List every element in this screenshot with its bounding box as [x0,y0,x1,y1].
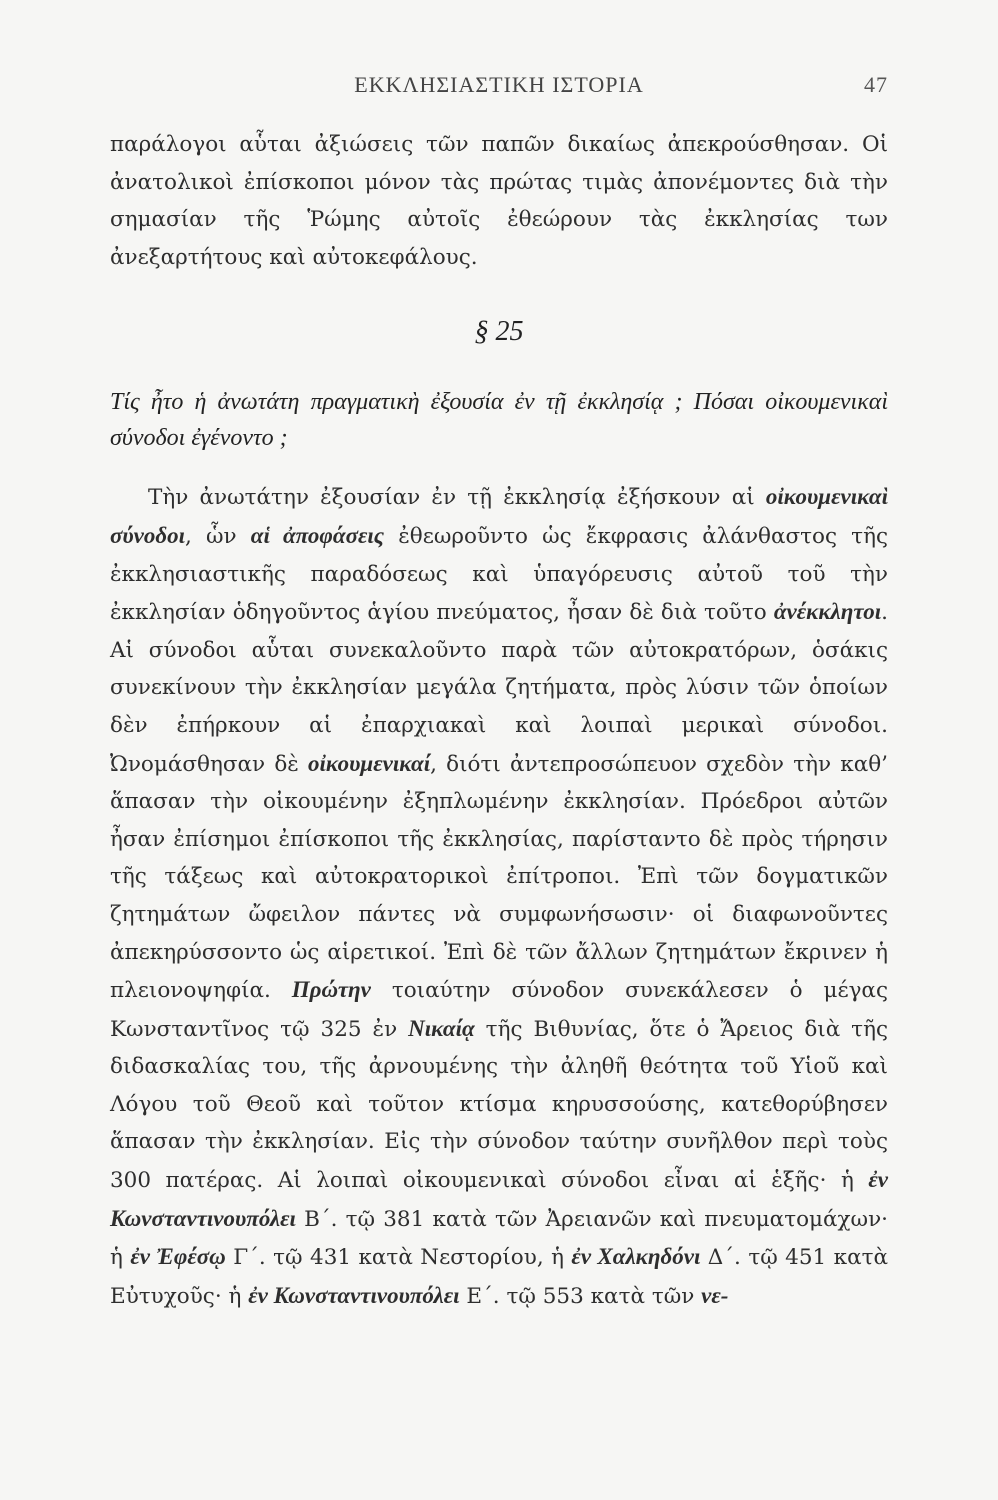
emphasis-term: ἀνέκκλητοι [773,599,882,625]
body-text-run: , ὧν [185,523,251,549]
body-paragraph [110,478,888,1315]
body-text-run: Γ΄. τῷ 431 κατὰ Νεστορίου, ἡ [225,1245,572,1271]
body-text-run: Τὴν ἀνωτάτην ἐξουσίαν ἐν τῇ ἐκκλησίᾳ ἐξήσκουν αἱ [148,485,766,511]
emphasis-term: Νικαίᾳ [408,1015,475,1041]
body-text-run: , διότι ἀντεπροσώπευον σχεδὸν τὴν καθ’ ἅπασαν τὴν οἰκουμένην ἐξηπλωμένην ἐκκλησίαν. Πρόεδροι αὐτῶν ἦσαν ἐπίσημοι ἐπίσκοποι τῆς ἐκκλησίας, παρίσταντο δὲ πρὸς τήρησιν τῆς τάξεως καὶ αὐτοκρατορικοὶ ἐπίτροποι. Ἐπὶ τῶν δογματικῶν ζητημάτων ὤφειλον πάντες νὰ συμφωνήσωσιν· οἱ διαφωνοῦντες ἀπεκηρύσσοντο ὡς αἱρετικοί. Ἐπὶ δὲ τῶν ἄλλων ζητημάτων ἔκρινεν ἡ πλειονοψηφία. [110,751,888,1004]
section-number: § 25 [474,316,524,348]
page-number: 47 [864,72,888,97]
body-text-run: . Αἱ σύνοδοι αὗται συνεκαλοῦντο παρὰ τῶν αὐτοκρατόρων, ὁσάκις συνεκίνουν τὴν ἐκκλησίαν μεγάλα ζητήματα, πρὸς λύσιν τῶν ὁποίων δὲν ἐπήρκουν αἱ ἐπαρχιακαὶ καὶ λοιπαὶ μερικαὶ σύνοδοι. Ὠνομάσθησαν δὲ [110,600,888,777]
intro-paragraph: παράλογοι αὗται ἀξιώσεις τῶν παπῶν δικαίως ἀπεκρούσθησαν. Οἱ ἀνατολικοὶ ἐπίσκοποι μόνον τὰς πρώτας τιμὰς ἀπονέμοντες διὰ τὴν σημασίαν τῆς Ῥώμης αὐτοῖς ἐθεώρουν τὰς ἐκκλησίας των ἀνεξαρτήτους καὶ αὐτοκεφάλους. [110,132,888,270]
emphasis-term: ἐν Ἐφέσῳ [130,1244,226,1270]
emphasis-term: οἰκουμενικαὶ σύνοδοι [110,484,888,548]
emphasis-term: αἱ ἀποφάσεις [250,522,385,548]
body-text-run: Β΄. τῷ 381 κατὰ τῶν Ἀρειανῶν καὶ πνευματομάχων· ἡ [110,1206,888,1271]
body-text-run: Ε΄. τῷ 553 κατὰ τῶν [459,1283,702,1309]
emphasis-term: ἐν Χαλκηδόνι [571,1244,701,1270]
body-text-run: τοιαύτην σύνοδον συνεκάλεσεν ὁ μέγας Κωνσταντῖνος τῷ 325 ἐν [110,978,888,1042]
running-title: ΕΚΚΛΗΣΙΑΣΤΙΚΗ ΙΣΤΟΡΙΑ [354,72,644,97]
body-text-run: Δ΄. τῷ 451 κατὰ Εὐτυχοῦς· ἡ [110,1245,889,1309]
section-question: Τίς ἦτο ἡ ἀνωτάτη πραγματικὴ ἐξουσία ἐν τῇ ἐκκλησίᾳ ; Πόσαι οἰκουμενικαὶ σύνοδοι ἐγένοντο ; [110,389,888,452]
emphasis-term: ἐν Κωνσταντινουπόλει [248,1282,460,1308]
body-text-run: τῆς Βιθυνίας, ὅτε ὁ Ἄρειος διὰ τῆς διδασκαλίας του, τῆς ἀρνουμένης τὴν ἀληθῆ θεότητα τοῦ Υἱοῦ καὶ Λόγου τοῦ Θεοῦ καὶ τοῦτον κτίσμα κηρυσσούσης, κατεθορύβησεν ἅπασαν τὴν ἐκκλησίαν. Εἰς τὴν σύνοδον ταύτην συνῆλθον περὶ τοὺς 300 πατέρας. Αἱ λοιπαὶ οἰκουμενικαὶ σύνοδοι εἶναι αἱ ἑξῆς· ἡ [110,1016,888,1194]
running-head [110,62,888,102]
emphasis-term: Πρώτην [291,977,371,1003]
body-text-run: ἐθεωροῦντο ὡς ἔκφρασις ἀλάνθαστος τῆς ἐκκλησιαστικῆς παραδόσεως καὶ ὑπαγόρευσις αὐτοῦ τοῦ τὴν ἐκκλησίαν ὁδηγοῦντος ἁγίου πνεύματος, ἦσαν δὲ διὰ τοῦτο [110,523,888,626]
emphasis-term: νε- [701,1282,729,1308]
emphasis-term: οἰκουμενικαί [308,750,431,776]
emphasis-term: ἐν Κωνσταντινουπόλει [110,1167,888,1231]
